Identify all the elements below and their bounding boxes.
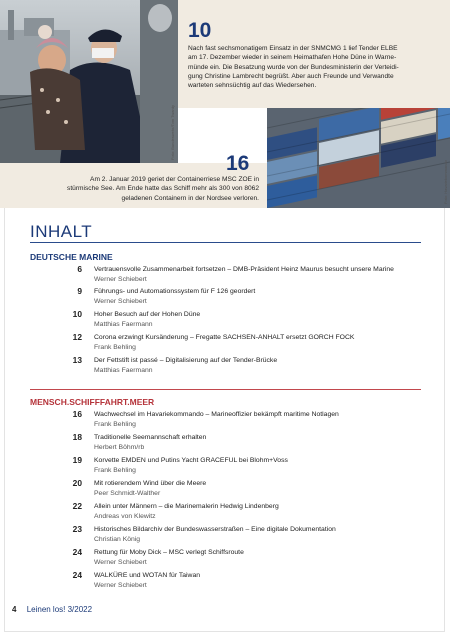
section-heading-deutsche-marine: DEUTSCHE MARINE <box>30 252 113 262</box>
photo-credit: Foto: Bundeswehr/Tom Twardy <box>170 104 175 160</box>
divider <box>30 389 421 390</box>
toc-author: Werner Schiebert <box>94 275 147 283</box>
toc-page-number: 18 <box>72 432 82 442</box>
toc-page-number: 24 <box>72 570 82 580</box>
toc-page-number: 24 <box>72 547 82 557</box>
feature-page-number: 10 <box>188 19 212 42</box>
feature-box-16 <box>0 152 267 208</box>
toc-page-number: 23 <box>72 524 82 534</box>
toc-page-number: 6 <box>77 264 82 274</box>
feature-text-line: warteten sehnsüchtig auf das Wiedersehen. <box>188 82 317 90</box>
toc-title: Historisches Bildarchiv der Bundeswasserstraßen – Eine digitale Dokumentation <box>94 526 336 533</box>
toc-author: Christian König <box>94 535 141 543</box>
toc-author: Matthias Faermann <box>94 320 153 328</box>
section-heading-mensch-schifffahrt-meer: MENSCH.SCHIFFFAHRT.MEER <box>30 397 155 407</box>
toc-title: Rettung für Moby Dick – MSC verlegt Schiffsroute <box>94 549 244 556</box>
toc-author: Werner Schiebert <box>94 581 147 589</box>
toc-title: Hoher Besuch auf der Hohen Düne <box>94 311 201 318</box>
photo-containers <box>267 108 450 208</box>
toc-title: Wachwechsel im Havariekommando – Marineoffizier bekämpft maritime Notlagen <box>94 411 339 418</box>
footer-journal: Leinen los! 3/2022 <box>26 605 93 614</box>
toc-page-number: 9 <box>77 286 82 296</box>
toc-page-number: 16 <box>72 409 82 419</box>
feature-page-number: 16 <box>226 152 250 175</box>
photo-sailor-homecoming <box>0 0 178 163</box>
toc-author: Frank Behling <box>94 343 136 351</box>
toc-author: Frank Behling <box>94 420 136 428</box>
photo-credit: Foto: Havariekommando <box>443 160 448 204</box>
toc-author: Frank Behling <box>94 466 136 474</box>
feature-text <box>188 44 399 90</box>
feature-text-line: geladenen Containern in der Nordsee verloren. <box>121 194 259 202</box>
feature-text-line: Nach fast sechsmonatigem Einsatz in der SNMCMG 1 lief Tender ELBE <box>188 45 398 52</box>
toc-title: Allein unter Männern – die Marinemalerin Hedwig Lindenberg <box>94 503 279 510</box>
divider <box>30 242 421 243</box>
toc-page-number: 22 <box>72 501 82 511</box>
toc-author: Matthias Faermann <box>94 366 153 374</box>
toc-author: Herbert Böhm/rb <box>94 443 145 451</box>
feature-box-10 <box>178 0 450 108</box>
feature-text-line: stürmische See. Am Ende hatte das Schiff mehr als 300 von 8062 <box>67 185 259 193</box>
feature-text-line: Am 2. Januar 2019 geriet der Containerriese MSC ZOE in <box>90 176 259 183</box>
toc-page-number: 19 <box>72 455 82 465</box>
page-title: INHALT <box>30 222 93 241</box>
toc-page-number: 10 <box>72 309 82 319</box>
feature-text-line: münde ein. Die Besatzung wurde von der Bundesministerin der Verteidi- <box>188 63 399 71</box>
feature-text <box>67 175 259 203</box>
toc-page-number: 20 <box>72 478 82 488</box>
toc-title: Mit rotierendem Wind über die Meere <box>94 480 207 487</box>
toc-page-number: 13 <box>72 355 82 365</box>
toc-title: Corona erzwingt Kursänderung – Fregatte SACHSEN-ANHALT ersetzt GORCH FOCK <box>94 334 355 341</box>
toc-author: Werner Schiebert <box>94 297 147 305</box>
toc-title: WALKÜRE und WOTAN für Taiwan <box>94 572 201 579</box>
toc-title: Der Fettstift ist passé – Digitalisierung auf der Tender-Brücke <box>94 357 278 364</box>
toc-page-number: 12 <box>72 332 82 342</box>
toc-author: Werner Schiebert <box>94 558 147 566</box>
toc-author: Andreas von Klewitz <box>94 512 156 520</box>
feature-text-line: gung Christine Lambrecht begrüßt. Aber auch Freunde und Verwandte <box>188 72 394 80</box>
page-footer <box>12 605 92 614</box>
toc-title: Korvette EMDEN und Putins Yacht GRACEFUL bei Blohm+Voss <box>94 457 288 464</box>
toc-author: Peer Schmidt-Walther <box>94 489 161 497</box>
toc-title: Führungs- und Automationssystem für F 126 geordert <box>94 288 256 295</box>
footer-page-number: 4 <box>12 605 17 614</box>
feature-text-line: am 17. Dezember wieder in seinem Heimathafen Hohe Düne in Warne- <box>188 54 397 62</box>
toc-title: Traditionelle Seemannschaft erhalten <box>94 434 207 441</box>
toc-title: Vertrauensvolle Zusammenarbeit fortsetzen – DMB-Präsident Heinz Maurus besucht unsere Marine <box>94 266 394 273</box>
